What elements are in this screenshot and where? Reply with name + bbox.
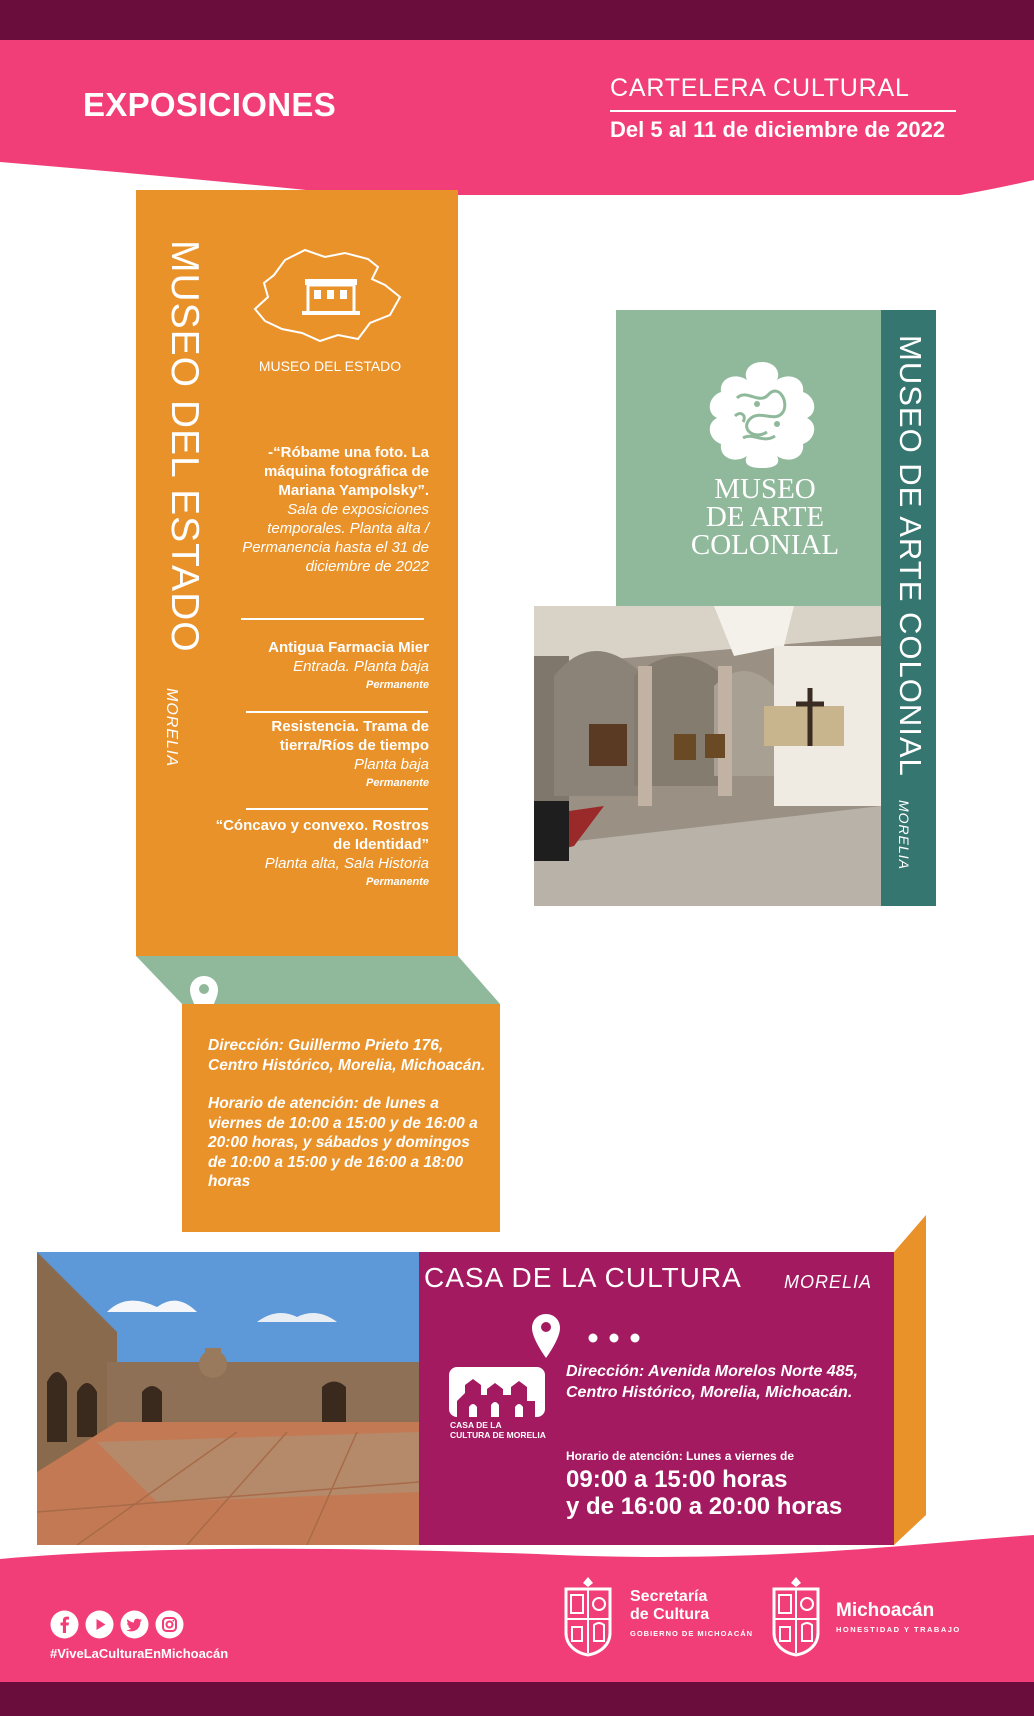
cartelera-label: CARTELERA CULTURAL — [610, 74, 910, 102]
casa-cultura-address: Dirección: Avenida Morelos Norte 485, Centro Histórico, Morelia, Michoacán. — [566, 1363, 858, 1401]
arte-colonial-city: MORELIA — [896, 800, 912, 871]
divider — [246, 808, 428, 810]
museo-estado-hours: Horario de atención: de lunes a viernes de 10:00 a 15:00 y de 16:00 a 20:00 horas, y sábados y domingos de 10:00 a 15:00 y de 16:00 a 18:00 horas — [208, 1095, 478, 1190]
casa-cultura-hours-label: Horario de atención: Lunes a viernes de — [566, 1449, 795, 1463]
exhibition-tag: Permanente — [366, 777, 429, 789]
museo-estado-address: Dirección: Guillermo Prieto 176, Centro Histórico, Morelia, Michoacán. — [208, 1037, 486, 1074]
date-range: Del 5 al 11 de diciembre de 2022 — [610, 117, 946, 142]
exhibition-title: -“Róbame una foto. La máquina fotográfica de Mariana Yampolsky”. — [263, 444, 429, 499]
exhibition-details: Planta baja — [353, 756, 429, 773]
page-title: EXPOSICIONES — [83, 86, 337, 123]
coat-of-arms-icon — [768, 1575, 824, 1657]
casa-cultura-photo — [37, 1252, 419, 1545]
youtube-icon[interactable] — [85, 1610, 114, 1639]
facebook-icon[interactable] — [50, 1610, 79, 1639]
michoacan-subtitle: HONESTIDAD Y TRABAJO — [836, 1625, 961, 1634]
coat-of-arms-icon — [560, 1575, 616, 1657]
arte-colonial-vertical-title: MUSEO DE ARTE COLONIAL — [893, 335, 928, 777]
michoacan-label: Michoacán — [836, 1600, 935, 1621]
secretaria-subtitle: GOBIERNO DE MICHOACÁN — [630, 1629, 754, 1638]
ellipsis-icon — [587, 1330, 647, 1346]
exhibition-details: Planta alta, Sala Historia — [264, 855, 429, 872]
exhibition-title: “Cóncavo y convexo. Rostros de Identidad” — [215, 817, 429, 853]
arte-colonial-logo-text: MUSEO DE ARTE COLONIAL — [690, 473, 840, 561]
exhibition-tag: Permanente — [366, 679, 429, 691]
svg-text:CULTURA DE MORELIA: CULTURA DE MORELIA — [450, 1430, 546, 1440]
bottom-bar — [0, 1682, 1034, 1716]
social-links — [50, 1610, 184, 1644]
casa-cultura-logo-icon — [447, 1365, 547, 1440]
divider — [246, 711, 428, 713]
twitter-icon[interactable] — [120, 1610, 149, 1639]
museo-estado-city: MORELIA — [163, 688, 180, 768]
instagram-icon[interactable] — [155, 1610, 184, 1639]
museo-estado-vertical-title: MUSEO DEL ESTADO — [163, 240, 206, 653]
arte-colonial-photo — [534, 606, 881, 906]
svg-text:CASA DE LA: CASA DE LA — [450, 1420, 502, 1430]
museo-estado-exhibitions — [215, 443, 429, 576]
museo-estado-logo-label: MUSEO DEL ESTADO — [258, 358, 402, 374]
exhibition-item — [215, 638, 429, 694]
exhibition-details: Sala de exposiciones temporales. Planta alta / Permanencia hasta el 31 de diciembre de 2022 — [242, 501, 429, 575]
exhibition-item — [215, 717, 429, 792]
arte-colonial-emblem-icon — [697, 358, 827, 468]
casa-cultura-city: MORELIA — [784, 1272, 873, 1292]
casa-cultura-title: CASA DE LA CULTURA — [424, 1262, 742, 1293]
museo-estado-info — [208, 1036, 488, 1192]
header-divider — [610, 110, 956, 112]
exhibition-item — [215, 816, 429, 891]
secretaria-cultura-label: Secretaría de Cultura — [630, 1588, 710, 1623]
casa-cultura-accent — [894, 1215, 926, 1545]
exhibition-item — [215, 443, 429, 576]
museo-estado-logo-icon — [250, 245, 410, 345]
exhibition-tag: Permanente — [366, 876, 429, 888]
divider — [241, 618, 424, 620]
exhibition-title: Antigua Farmacia Mier — [268, 639, 429, 656]
hashtag: #ViveLaCulturaEnMichoacán — [50, 1646, 229, 1661]
top-bar — [0, 0, 1034, 40]
exhibition-details: Entrada. Planta baja — [293, 658, 429, 675]
exhibition-title: Resistencia. Trama de tierra/Ríos de tiempo — [271, 718, 429, 754]
location-pin-icon — [531, 1313, 561, 1359]
casa-cultura-hours: 09:00 a 15:00 horas y de 16:00 a 20:00 horas — [566, 1466, 843, 1520]
